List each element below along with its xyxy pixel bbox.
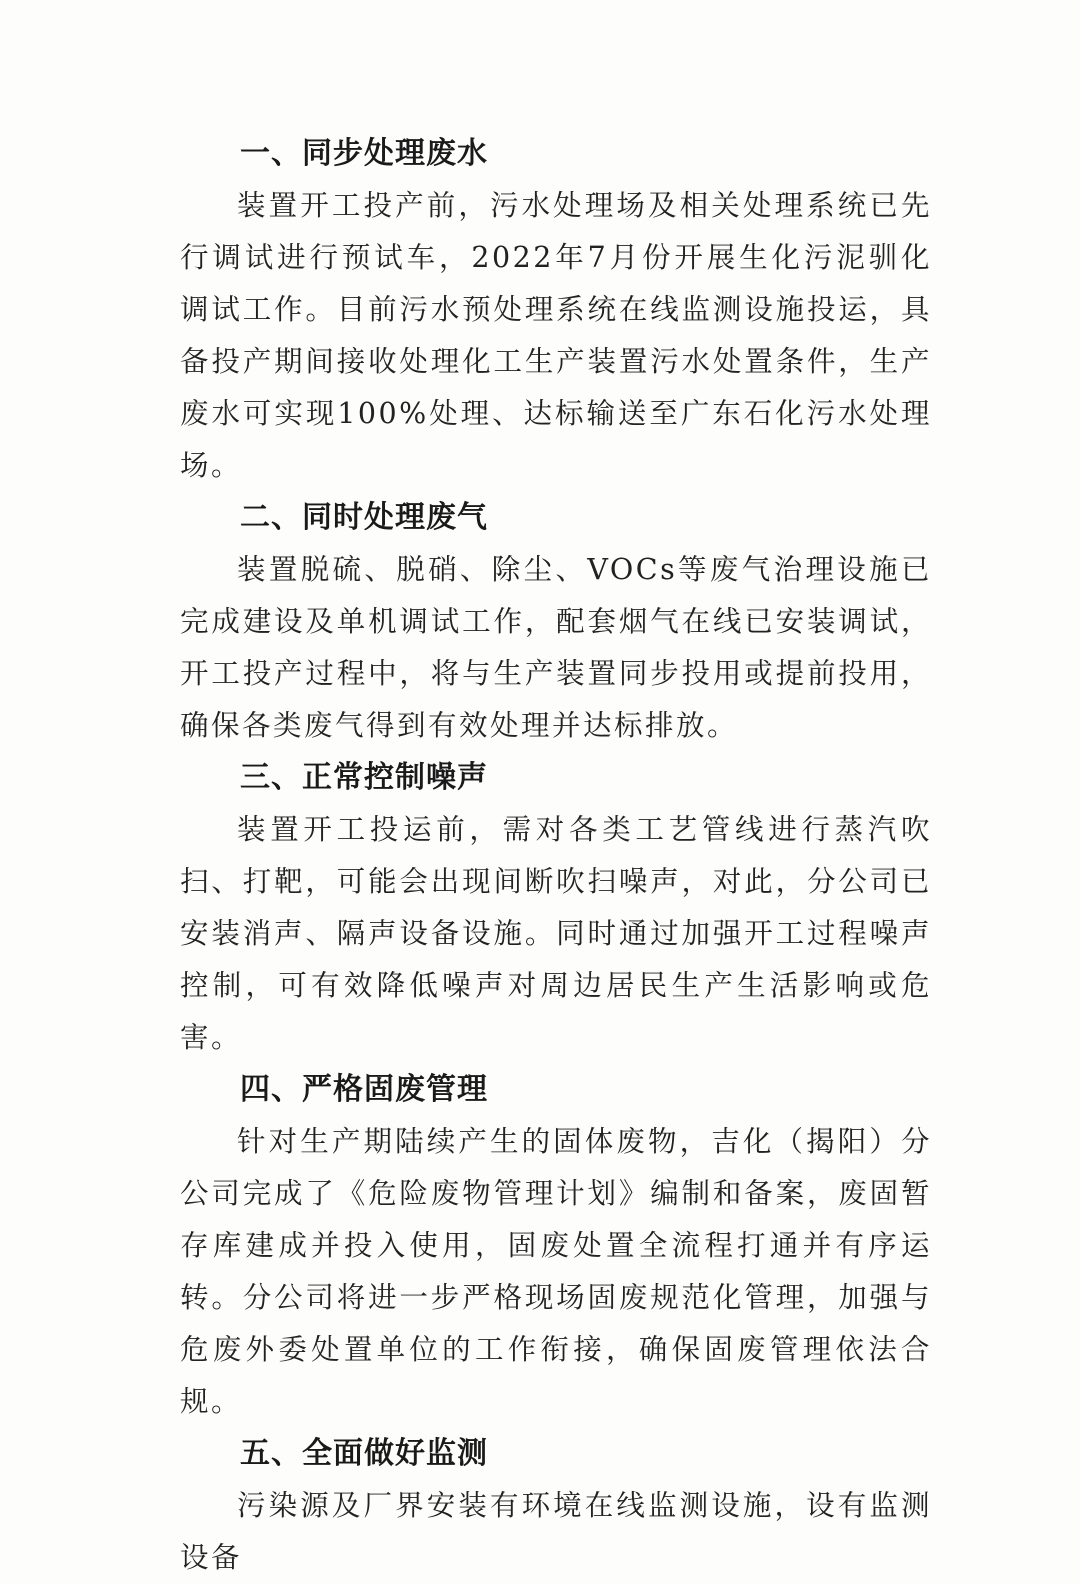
section-body-wastewater: 装置开工投产前，污水处理场及相关处理系统已先行调试进行预试车，2022年7月份开展生化污泥驯化调试工作。目前污水预处理系统在线监测设施投运，具备投产期间接收处理化工生产装置污水处置条件，生产废水可实现100%处理、达标输送至广东石化污水处理场。 [180, 189, 932, 482]
document-page [180, 128, 932, 1584]
section-body-monitoring: 污染源及厂界安装有环境在线监测设施，设有监测设备 [180, 1489, 932, 1574]
section-heading-wastewater: 一、同步处理废水 [240, 136, 488, 171]
section-heading-monitoring: 五、全面做好监测 [240, 1436, 488, 1471]
section-heading-noise: 三、正常控制噪声 [240, 760, 488, 795]
section-body-exhaust-gas: 装置脱硫、脱硝、除尘、VOCs等废气治理设施已完成建设及单机调试工作，配套烟气在线已安装调试，开工投产过程中，将与生产装置同步投用或提前投用，确保各类废气得到有效处理并达标排放。 [180, 553, 932, 742]
section-body-solid-waste: 针对生产期陆续产生的固体废物，吉化（揭阳）分公司完成了《危险废物管理计划》编制和备案，废固暂存库建成并投入使用，固废处置全流程打通并有序运转。分公司将进一步严格现场固废规范化管理，加强与危废外委处置单位的工作衔接，确保固废管理依法合规。 [180, 1125, 932, 1418]
section-heading-exhaust-gas: 二、同时处理废气 [240, 500, 488, 535]
section-body-noise: 装置开工投运前，需对各类工艺管线进行蒸汽吹扫、打靶，可能会出现间断吹扫噪声，对此，分公司已安装消声、隔声设备设施。同时通过加强开工过程噪声控制，可有效降低噪声对周边居民生产生活影响或危害。 [180, 813, 932, 1054]
section-heading-solid-waste: 四、严格固废管理 [240, 1072, 488, 1107]
